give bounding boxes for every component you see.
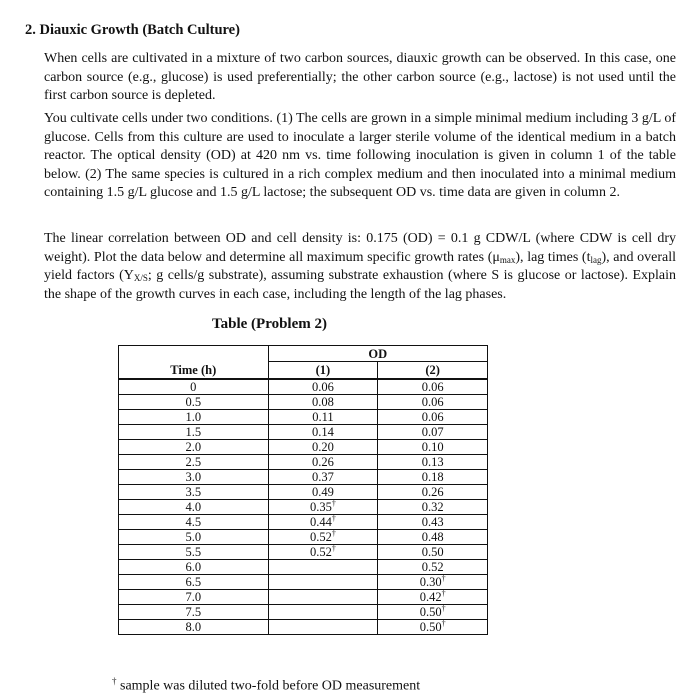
- time-cell: [119, 605, 269, 620]
- od-header: OD: [268, 346, 487, 362]
- time-cell-value: 1.0: [185, 410, 202, 424]
- time-cell-value: 5.0: [185, 530, 202, 544]
- table-row: [119, 620, 488, 635]
- od1-cell-value: 0.06: [311, 380, 334, 394]
- time-cell: [119, 485, 269, 500]
- footnote-text: sample was diluted two-fold before OD measurement: [116, 678, 421, 694]
- time-cell-value: 8.0: [185, 620, 202, 634]
- od1-cell: [268, 530, 378, 545]
- od2-cell-value: 0.06: [421, 410, 444, 424]
- table-row: [119, 410, 488, 425]
- od2-cell-value: 0.48: [421, 530, 444, 544]
- od1-cell-value: 0.20: [311, 440, 334, 454]
- dilution-dagger: †: [331, 514, 336, 523]
- od2-cell: [378, 410, 488, 425]
- od2-cell-value: 0.30: [419, 575, 442, 589]
- od2-cell: [378, 485, 488, 500]
- time-cell-value: 7.0: [185, 590, 202, 604]
- od2-cell: [378, 379, 488, 395]
- time-cell-value: 4.5: [185, 515, 202, 529]
- od1-cell: [268, 545, 378, 560]
- od2-cell: [378, 425, 488, 440]
- footnote: [112, 676, 420, 695]
- time-cell-value: 1.5: [185, 425, 202, 439]
- subscript-xs: X/S: [133, 273, 148, 284]
- dilution-dagger: †: [441, 619, 446, 628]
- time-header: Time (h): [119, 362, 269, 380]
- table-od-header-row: [119, 346, 488, 362]
- od1-cell-value: 0.26: [311, 455, 334, 469]
- od2-cell: [378, 575, 488, 590]
- time-cell: [119, 545, 269, 560]
- paragraph-conditions: You cultivate cells under two conditions. (1) The cells are grown in a simple minimal medium including 3 g/L of glucose. Cells from this culture are used to inoculate a larger sterile volume of the identical medium in a batch reactor. The optical density (OD) at 420 nm vs. time following inoculation is given in column 1 of the table below. (2) The same species is cultured in a rich complex medium and then inoculated into a minimal medium containing 1.5 g/L glucose and 1.5 g/L lactose; the subsequent OD vs. time data are given in column 2.: [44, 111, 676, 201]
- od2-cell-value: 0.50: [419, 620, 442, 634]
- subscript-max: max: [499, 254, 516, 265]
- time-cell: [119, 515, 269, 530]
- od2-cell-value: 0.26: [421, 485, 444, 499]
- time-cell-value: 6.5: [185, 575, 202, 589]
- time-cell-value: 5.5: [185, 545, 202, 559]
- od1-cell-value: 0.44: [309, 515, 332, 529]
- od2-cell-value: 0.06: [421, 380, 444, 394]
- table-row: [119, 395, 488, 410]
- od2-cell: [378, 545, 488, 560]
- od2-cell: [378, 605, 488, 620]
- od1-cell: [268, 470, 378, 485]
- od2-cell: [378, 395, 488, 410]
- table-row: [119, 530, 488, 545]
- time-cell-value: 0.5: [185, 395, 202, 409]
- time-cell: [119, 530, 269, 545]
- time-cell-value: 6.0: [185, 560, 202, 574]
- dilution-dagger: †: [331, 499, 336, 508]
- od1-cell-value: 0.52: [309, 530, 332, 544]
- time-cell: [119, 410, 269, 425]
- od1-cell: [268, 455, 378, 470]
- time-cell: [119, 590, 269, 605]
- od2-cell: [378, 560, 488, 575]
- time-cell-value: 3.0: [185, 470, 202, 484]
- od2-cell-value: 0.50: [421, 545, 444, 559]
- empty-header-cell: [119, 346, 269, 362]
- od2-cell-value: 0.06: [421, 395, 444, 409]
- od1-cell-value: 0.11: [312, 410, 334, 424]
- od2-cell-value: 0.13: [421, 455, 444, 469]
- time-cell-value: 0: [190, 380, 197, 394]
- dilution-dagger: †: [441, 574, 446, 583]
- table-row: [119, 500, 488, 515]
- col2-header: (2): [378, 362, 488, 380]
- footnote-dagger: †: [112, 676, 117, 686]
- od1-cell: [268, 500, 378, 515]
- od2-cell-value: 0.43: [421, 515, 444, 529]
- table-row: [119, 575, 488, 590]
- time-cell: [119, 560, 269, 575]
- task-text-d: ; g cells/g substrate), assuming substrate exhaustion (where S is glucose or lactose). Explain the shape of the growth curves in each case, including the length of the lag phases.: [44, 268, 676, 302]
- time-cell: [119, 379, 269, 395]
- od1-cell: [268, 560, 378, 575]
- od2-cell: [378, 470, 488, 485]
- od1-cell: [268, 425, 378, 440]
- time-cell: [119, 470, 269, 485]
- subscript-lag: lag: [590, 254, 602, 265]
- od1-cell: [268, 515, 378, 530]
- od1-cell-value: 0.37: [311, 470, 334, 484]
- od2-cell-value: 0.52: [421, 560, 444, 574]
- od2-cell: [378, 620, 488, 635]
- task-text-b: ), lag times (t: [515, 249, 591, 265]
- table-row: [119, 515, 488, 530]
- table-row: [119, 545, 488, 560]
- time-cell: [119, 455, 269, 470]
- od2-cell-value: 0.32: [421, 500, 444, 514]
- od1-cell: [268, 410, 378, 425]
- od1-cell-value: 0.52: [309, 545, 332, 559]
- od2-cell: [378, 590, 488, 605]
- dilution-dagger: †: [441, 589, 446, 598]
- od2-cell-value: 0.18: [421, 470, 444, 484]
- time-cell: [119, 620, 269, 635]
- table-caption: Table (Problem 2): [212, 316, 327, 332]
- od2-cell: [378, 515, 488, 530]
- table-row: [119, 470, 488, 485]
- time-cell-value: 4.0: [185, 500, 202, 514]
- col1-header: (1): [268, 362, 378, 380]
- od2-cell: [378, 530, 488, 545]
- od1-cell: [268, 395, 378, 410]
- time-cell-value: 7.5: [185, 605, 202, 619]
- od1-cell: [268, 605, 378, 620]
- od1-cell: [268, 440, 378, 455]
- od-data-table: [118, 345, 488, 635]
- dilution-dagger: †: [441, 604, 446, 613]
- table-row: [119, 440, 488, 455]
- paragraph-intro: When cells are cultivated in a mixture of two carbon sources, diauxic growth can be observed. In this case, one carbon source (e.g., glucose) is used preferentially; the other carbon source (e.g., lactose) is not used until the first carbon source is depleted.: [44, 51, 676, 104]
- dilution-dagger: †: [331, 529, 336, 538]
- od1-cell-value: 0.08: [311, 395, 334, 409]
- od2-cell: [378, 500, 488, 515]
- table-row: [119, 425, 488, 440]
- table-row: [119, 590, 488, 605]
- time-cell: [119, 425, 269, 440]
- task-text-a: The linear correlation between OD and cell density is: 0.175 (OD) = 0.1 g CDW/L (where CDW is cell dry weight). Plot the data below and determine all maximum specific growth rates (μ: [44, 231, 676, 265]
- time-cell: [119, 575, 269, 590]
- od2-cell: [378, 455, 488, 470]
- time-cell: [119, 395, 269, 410]
- task-text-c: ), and overall yield factors (Y: [44, 249, 676, 284]
- od1-cell-value: 0.35: [309, 500, 332, 514]
- od2-cell-value: 0.07: [421, 425, 444, 439]
- table-row: [119, 379, 488, 395]
- od1-cell: [268, 575, 378, 590]
- od1-cell: [268, 620, 378, 635]
- dilution-dagger: †: [331, 544, 336, 553]
- table-row: [119, 605, 488, 620]
- od1-cell: [268, 379, 378, 395]
- od2-cell-value: 0.10: [421, 440, 444, 454]
- table-row: [119, 455, 488, 470]
- od2-cell-value: 0.50: [419, 605, 442, 619]
- od1-cell: [268, 590, 378, 605]
- od1-cell-value: 0.49: [311, 485, 334, 499]
- problem-heading: 2. Diauxic Growth (Batch Culture): [25, 22, 240, 38]
- od2-cell: [378, 440, 488, 455]
- time-cell: [119, 440, 269, 455]
- od1-cell-value: 0.14: [311, 425, 334, 439]
- time-cell-value: 2.5: [185, 455, 202, 469]
- table-column-header-row: [119, 362, 488, 380]
- time-cell: [119, 500, 269, 515]
- time-cell-value: 2.0: [185, 440, 202, 454]
- od1-cell: [268, 485, 378, 500]
- time-cell-value: 3.5: [185, 485, 202, 499]
- paragraph-task: [44, 230, 676, 304]
- table-row: [119, 560, 488, 575]
- table-row: [119, 485, 488, 500]
- od2-cell-value: 0.42: [419, 590, 442, 604]
